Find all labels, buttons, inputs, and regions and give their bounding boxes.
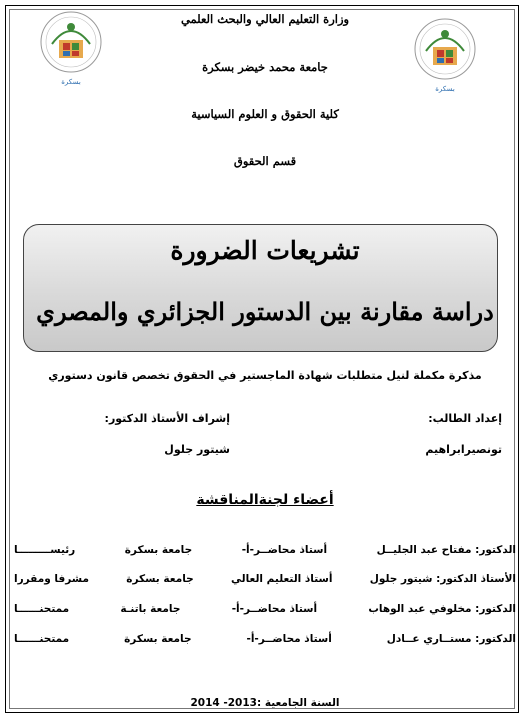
logo-lettering-right: بسكرة [435,85,455,93]
member-role: ممتحنــــــا [14,633,70,645]
member-role: مشرفا ومقررا [14,573,89,585]
prepared-by-label: إعداد الطالب: [428,412,502,425]
member-university: جامعة بسكرة [124,633,192,645]
committee-member-row [14,600,516,618]
university-heading: جامعة محمد خيضر بسكرة [202,60,328,74]
member-role: رئيســـــــــا [14,544,76,556]
member-university: جامعة بسكرة [124,544,193,556]
student-name: تونصيرابراهيم [425,443,502,456]
thesis-purpose-note: مذكرة مكملة لنيل متطلبات شهادة الماجستير في الحقوق تخصص قانون دستوري [48,369,482,382]
member-name: الدكتور: مخلوفي عبد الوهاب [368,603,516,615]
member-rank: أستاذ محاضــر-أ- [246,633,332,645]
member-university: جامعة بسكرة [126,573,194,585]
supervisor-label: إشراف الأستاذ الدكتور: [104,412,230,425]
member-rank: أستاذ محاضــر-أ- [231,603,318,615]
academic-year: السنة الجامعية :2013- 2014 [190,697,340,709]
member-name: الدكتور: مستــاري عــادل [386,633,516,645]
ministry-heading: وزارة التعليم العالي والبحث العلمي [180,12,350,26]
member-rank: أستاذ التعليم العالي [231,573,333,585]
committee-heading [0,492,530,508]
member-rank: أستاذ محاضــر-أ- [241,544,328,556]
committee-member-row [14,570,516,588]
committee-member-row [14,541,516,559]
member-university: جامعة باتنـة [120,603,181,615]
faculty-heading: كلية الحقوق و العلوم السياسية [191,107,339,121]
supervisor-name: شيتور جلول [164,443,230,456]
committee-heading-text: أعضاء لجنةالمناقشة [196,492,334,508]
member-name: الأستاذ الدكتور: شيتور جلول [369,573,516,585]
member-role: ممتحنــــــا [14,603,70,615]
thesis-subtitle: دراسة مقارنة بين الدستور الجزائري والمصري [36,297,494,326]
committee-member-row [14,630,516,648]
university-logo-right [412,15,478,97]
member-name: الدكتور: مفتاح عبد الجليــل [376,544,516,556]
thesis-title: تشريعات الضرورة [170,236,360,265]
department-heading: قسم الحقوق [233,154,297,168]
logo-lettering-left: بسكرة [61,78,81,86]
